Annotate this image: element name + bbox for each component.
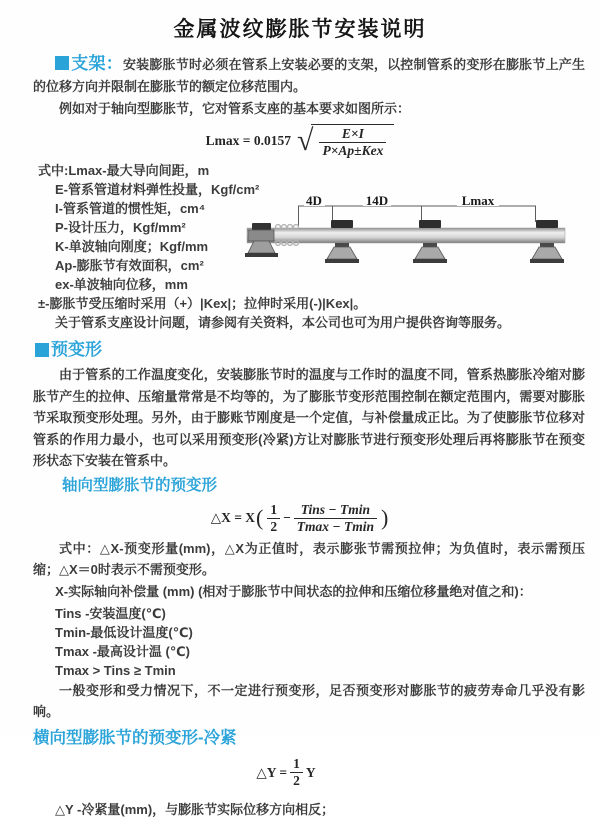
formula-dy-numerator: 1 <box>290 757 303 773</box>
dim-label-14d: 14D <box>365 193 389 208</box>
formula-delta-x <box>211 503 390 534</box>
minus-sign: − <box>283 510 291 525</box>
support-intro-text: 安装膨胀节时必须在管系上安装必要的支架，以控制管系的变形在膨胀节上产生的位移方向并限制在膨胀节的额定位移范围内。 <box>33 57 585 94</box>
variable-definition: P-设计压力，Kgf/mm² <box>55 220 186 235</box>
lateral-y-definition: △Y -冷紧量(mm)，与膨胀节实际位移方向相反； <box>55 802 335 818</box>
page-title: 金属波纹膨胀节安装说明 <box>173 18 427 41</box>
predeform-heading <box>35 338 102 362</box>
dim-label-4d: 4D <box>306 193 322 208</box>
support-heading-label: 支架： <box>71 54 123 73</box>
temperature-definition: Tmax > Tins ≥ Tmin <box>55 663 176 679</box>
formula-dy-rhs: Y <box>305 764 316 780</box>
radical-sign-icon: √ <box>297 124 314 157</box>
formula-lmax-radicand <box>311 124 394 158</box>
variable-definition: I-管系管道的惯性矩，cm⁴ <box>55 201 206 216</box>
formula-lmax-lhs: Lmax = 0.0157 <box>205 133 291 148</box>
support-paragraph <box>33 53 585 98</box>
temperature-definition: Tins -安装温度(℃) <box>55 605 166 621</box>
temperature-definitions-list <box>55 604 600 681</box>
support-heading <box>55 54 123 73</box>
formula-dx-numerator: Tins − Tmin <box>294 503 377 519</box>
formula-dx-denominator: Tmax − Tmin <box>296 518 374 534</box>
variable-definition: Ap-膨胀节有效面积，cm² <box>55 258 204 273</box>
lateral-predeform-heading: 横向型膨胀节的预变形-冷紧 <box>33 729 237 748</box>
temperature-definition: Tmax -最高设计温 (℃) <box>55 643 190 659</box>
support-note: 关于管系支座设计问题，请参阅有关资料，本公司也可为用户提供咨询等服务。 <box>55 315 511 330</box>
formula-dx-lhs: △X = X <box>210 510 256 525</box>
section-marker-icon <box>35 343 49 357</box>
formula-lmax <box>206 124 395 158</box>
variable-definition: 式中:Lmax-最大导向间距，m <box>38 163 210 178</box>
axial-note: 一般变形和受力情况下，不一定进行预变形，足否预变形对膨胀节的疲劳寿命几乎没有影响。 <box>33 683 585 720</box>
variable-definition: E-管系管道材料弹性投量，Kgf/cm² <box>55 182 260 197</box>
variable-definition: ex-单波轴向位移，mm <box>55 277 188 292</box>
predeform-heading-label: 预变形 <box>51 340 102 359</box>
support-example-line: 例如对于轴向型膨胀节，它对管系支座的基本要求如图所示： <box>59 101 411 116</box>
formula-dy-denominator: 2 <box>293 773 300 789</box>
pipe-support-diagram <box>245 193 600 288</box>
section-marker-icon <box>55 56 69 70</box>
right-paren: ) <box>380 505 389 530</box>
axial-x-definition: X-实际轴向补偿量 (mm) (相对于膨胀节中间状态的拉伸和压缩位移量绝对值之和)： <box>55 583 532 599</box>
formula-delta-y <box>256 757 315 788</box>
axial-predeform-heading: 轴向型膨胀节的预变形 <box>62 476 218 494</box>
formula-lmax-numerator: E×I <box>319 127 386 143</box>
formula-lmax-denominator: P×Ap±Kex <box>322 143 384 158</box>
dim-label-lmax: Lmax <box>461 193 495 208</box>
left-paren: ( <box>256 505 264 530</box>
axial-explain: 式中：△X-预变形量(mm)，△X为正值时，表示膨张节需预拉伸；为负值时，表示需预压缩；△X＝0时表示不需预变形。 <box>33 540 585 577</box>
half-numerator: 1 <box>267 503 280 519</box>
variable-definition: ±-膨胀节受压缩时采用（+）|Kex|；拉伸时采用(-)|Kex|。 <box>38 296 367 311</box>
half-denominator: 2 <box>270 518 278 534</box>
predeform-paragraph: 由于管系的工作温度变化，安装膨胀节时的温度与工作时的温度不同，管系热膨胀冷缩对膨胀节产生的拉伸、压缩量常常是不均等的，为了膨胀节变形范围控制在额定范围内，需要对膨胀节采取预变形处理。另外，由于膨账节刚度是一个定值，与补偿量成正比。为了使膨胀节位移对管系的作用力最小，也可以采用预变形(冷紧)方让对膨胀节进行预变形处理后再将膨胀节在预变形状态下安装在管系中。 <box>33 367 585 468</box>
temperature-definition: Tmin-最低设计温度(℃) <box>55 624 193 640</box>
formula-dy-lhs: △Y = <box>256 764 288 780</box>
variable-definition: K-单波轴向刚度；Kgf/mm <box>55 239 209 254</box>
